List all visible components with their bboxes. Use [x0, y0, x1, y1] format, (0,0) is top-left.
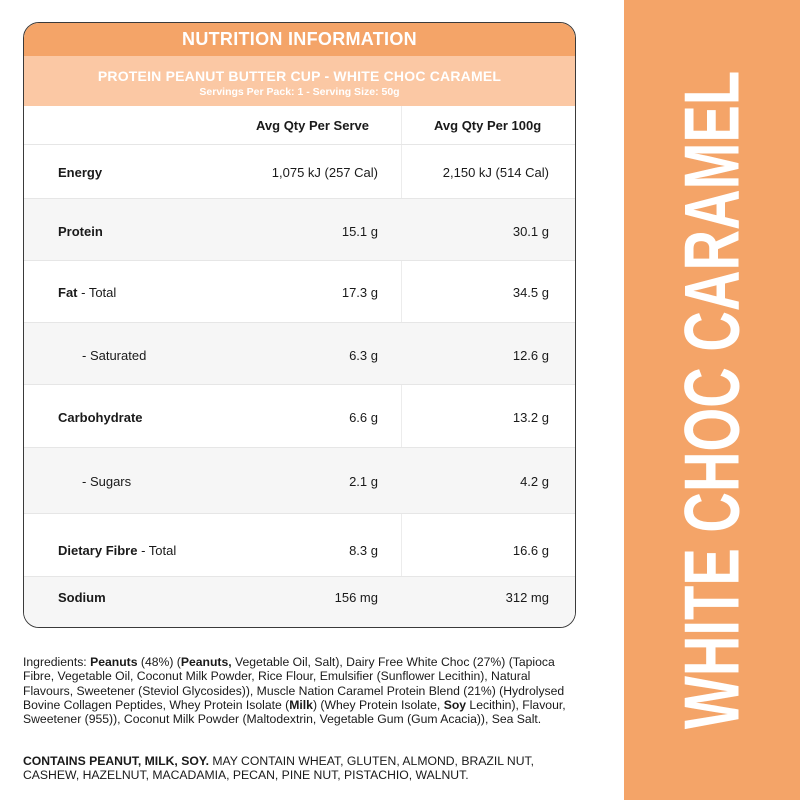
nutrition-panel	[23, 22, 576, 628]
row-serve-value: 8.3 g	[349, 543, 378, 558]
side-banner-text: WHITE CHOC CARAMEL	[667, 70, 756, 730]
ingredients-text: Ingredients: Peanuts (48%) (Peanuts, Vegetable Oil, Salt), Dairy Free White Choc (27%) (Tapioca Fibre, Vegetable Oil, Coconut Milk Powder, Rice Flour, Emulsifier (Sunflower Lecithin), Natural Flavours, Sweetener (Steviol Glycosides)), Muscle Nation Caramel Protein Blend (21%) (Hydrolysed Bovine Collagen Peptides, Whey Protein Isolate (Milk) (Whey Protein Isolate, Soy Lecithin), Flavour, Sweetener (955)), Coconut Milk Powder (Maltodextrin, Vegetable Gum (Gum Acacia)), Sea Salt.	[23, 655, 566, 727]
table-row	[24, 260, 575, 323]
row-100g-value: 30.1 g	[512, 224, 549, 239]
product-header	[24, 56, 575, 106]
row-100g-value: 312 mg	[505, 590, 549, 605]
row-label: Fat - Total	[58, 285, 117, 300]
table-row	[24, 198, 575, 261]
row-serve-value: 6.6 g	[349, 410, 378, 425]
row-label: Energy	[58, 165, 103, 180]
nutrition-table	[24, 106, 575, 627]
row-label: Dietary Fibre - Total	[58, 543, 177, 558]
table-row	[24, 513, 575, 577]
row-100g-value: 13.2 g	[512, 410, 549, 425]
table-row	[24, 576, 575, 628]
row-label: - Saturated	[82, 348, 147, 363]
row-serve-value: 17.3 g	[341, 285, 378, 300]
row-100g-value: 34.5 g	[512, 285, 549, 300]
row-label: Carbohydrate	[58, 410, 143, 425]
table-row	[24, 447, 575, 514]
row-label: - Sugars	[82, 474, 132, 489]
row-label: Protein	[58, 224, 103, 239]
table-row	[24, 322, 575, 385]
row-100g-value: 16.6 g	[512, 543, 549, 558]
table-row	[24, 144, 575, 199]
row-serve-value: 15.1 g	[341, 224, 378, 239]
row-100g-value: 4.2 g	[520, 474, 549, 489]
nutrition-title: NUTRITION INFORMATION	[24, 23, 575, 56]
table-row	[24, 384, 575, 448]
product-name: PROTEIN PEANUT BUTTER CUP - WHITE CHOC CARAMEL	[97, 68, 502, 84]
allergen-statement: CONTAINS PEANUT, MILK, SOY. MAY CONTAIN WHEAT, GLUTEN, ALMOND, BRAZIL NUT, CASHEW, HAZELNUT, MACADAMIA, PECAN, PINE NUT, PISTACHIO, WALNUT.	[23, 754, 535, 783]
servings-info: Servings Per Pack: 1 - Serving Size: 50g	[199, 86, 400, 98]
row-100g-value: 12.6 g	[512, 348, 549, 363]
side-banner	[624, 0, 800, 800]
row-serve-value: 1,075 kJ (257 Cal)	[271, 165, 378, 180]
row-serve-value: 6.3 g	[349, 348, 378, 363]
row-label: Sodium	[58, 590, 106, 605]
row-serve-value: 2.1 g	[349, 474, 378, 489]
col-header-serve: Avg Qty Per Serve	[256, 118, 369, 133]
row-100g-value: 2,150 kJ (514 Cal)	[442, 165, 549, 180]
col-header-100g: Avg Qty Per 100g	[434, 118, 542, 133]
row-serve-value: 156 mg	[334, 590, 378, 605]
